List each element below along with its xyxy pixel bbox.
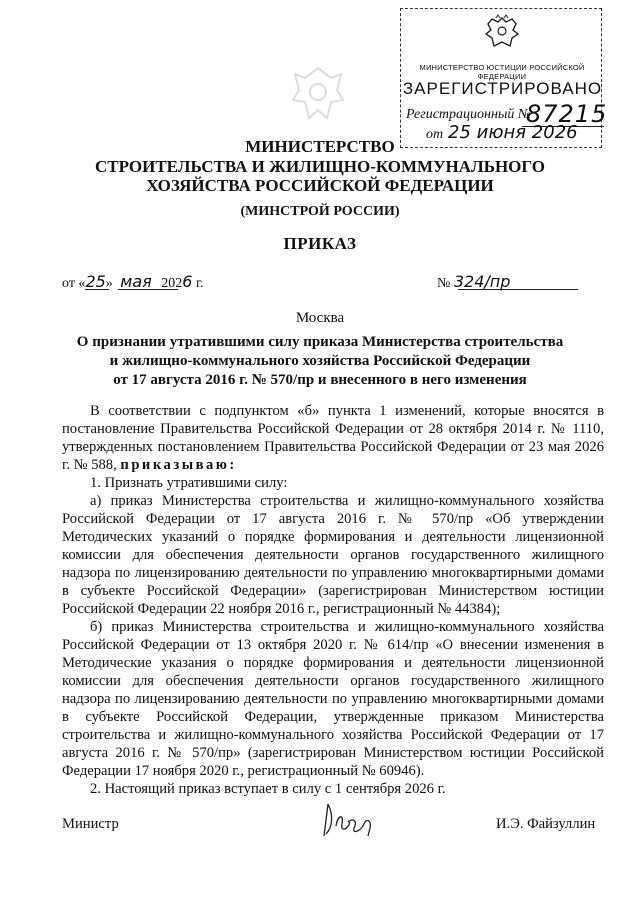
document-type: ПРИКАЗ: [283, 234, 357, 253]
subject-line2: и жилищно-коммунального хозяйства Российской Федерации: [109, 353, 531, 369]
subject-line1: О признании утратившими силу приказа Министерства строительства: [76, 334, 564, 350]
signatory-name: И.Э. Файзуллин: [496, 816, 596, 832]
stamp-registered: ЗАРЕГИСТРИРОВАНО: [402, 79, 603, 98]
signatory-title: Министр: [62, 816, 119, 832]
coat-of-arms-icon: [283, 60, 353, 130]
stamp-from-label: от: [426, 127, 444, 142]
double-headed-eagle-icon: [482, 14, 522, 52]
item-1a: а) приказ Министерства строительства и жилищно-коммунального хозяйства Российской Федерации от 17 августа 2016 г. № 570/пр «Об утверждении Методических указаний о порядке формирования и деятельности лицензионной комиссии для обеспечения деятельности органов государственного жилищного надзора по лицензированию деятельности по управлению многоквартирными домами в субъекте Российской Федерации» (зарегистрирован Министерством юстиции Российской Федерации 22 ноября 2016 г., регистрационный № 44384);: [62, 493, 604, 617]
registration-stamp: [400, 8, 608, 150]
order-body: [62, 402, 604, 798]
ministry-title-line3: ХОЗЯЙСТВА РОССИЙСКОЙ ФЕДЕРАЦИИ: [146, 176, 494, 195]
item-1: 1. Признать утратившими силу:: [90, 475, 288, 491]
item-1b: б) приказ Министерства строительства и жилищно-коммунального хозяйства Российской Федерации от 13 октября 2020 г. № 614/пр «О внесении изменения в Методические указания о порядке формирования и деятельности лицензионной комиссии для обеспечения деятельности органов государственного жилищного надзора по лицензированию деятельности по управлению многоквартирными домами в субъекте Российской Федерации, утвержденные приказом Министерства строительства и жилищно-коммунального хозяйства Российской Федерации от 17 августа 2016 г. № 570/пр» (зарегистрирован Министерством юстиции Российской Федерации 17 ноября 2020 г., регистрационный № 60946).: [62, 619, 604, 779]
date-day: 25: [85, 272, 106, 291]
ministry-title-line2: СТРОИТЕЛЬСТВА И ЖИЛИЩНО-КОММУНАЛЬНОГО: [94, 157, 546, 176]
date-year-prefix: 202: [157, 276, 183, 291]
date-day-line: [85, 289, 109, 290]
number-prefix: №: [437, 276, 451, 291]
date-mid: »: [105, 276, 117, 291]
date-month-line: [118, 289, 178, 290]
item-2: 2. Настоящий приказ вступает в силу с 1 сентября 2026 г.: [90, 781, 446, 797]
subject-line3: от 17 августа 2016 г. № 570/пр и внесенного в него изменения: [113, 372, 527, 388]
preamble-paragraph: [62, 402, 604, 474]
stamp-reg-number: 87215: [526, 100, 608, 128]
number-value: 324/пр: [453, 272, 511, 291]
ministry-short-name: (МИНСТРОЙ РОССИИ): [240, 204, 400, 219]
stamp-ministry: МИНИСТЕРСТВО ЮСТИЦИИ РОССИЙСКОЙ ФЕДЕРАЦИИ: [419, 63, 585, 81]
date-month: мая: [120, 272, 152, 291]
handwritten-signature: [318, 796, 378, 842]
ministry-title-line1: МИНИСТЕРСТВО: [245, 137, 395, 156]
stamp-reg-date: 25 июня 2026: [448, 122, 578, 143]
date-year-end: г.: [192, 276, 204, 291]
order-word: приказываю:: [120, 457, 237, 473]
city: Москва: [295, 310, 345, 326]
preamble-text: В соответствии с подпунктом «б» пункта 1 изменений, которые вносятся в постановление Правительства Российской Федерации от 28 октября 2014 г. № 1110, утвержденных постановлением Правительства Российской Федерации от 23 мая 2026 г. № 588,: [62, 403, 604, 473]
date-prefix: от «: [62, 276, 86, 291]
stamp-reg-label: Регистрационный №: [406, 107, 532, 122]
date-year-suffix: 6: [182, 272, 193, 291]
order-subject: [0, 333, 640, 390]
number-line: [458, 289, 578, 290]
